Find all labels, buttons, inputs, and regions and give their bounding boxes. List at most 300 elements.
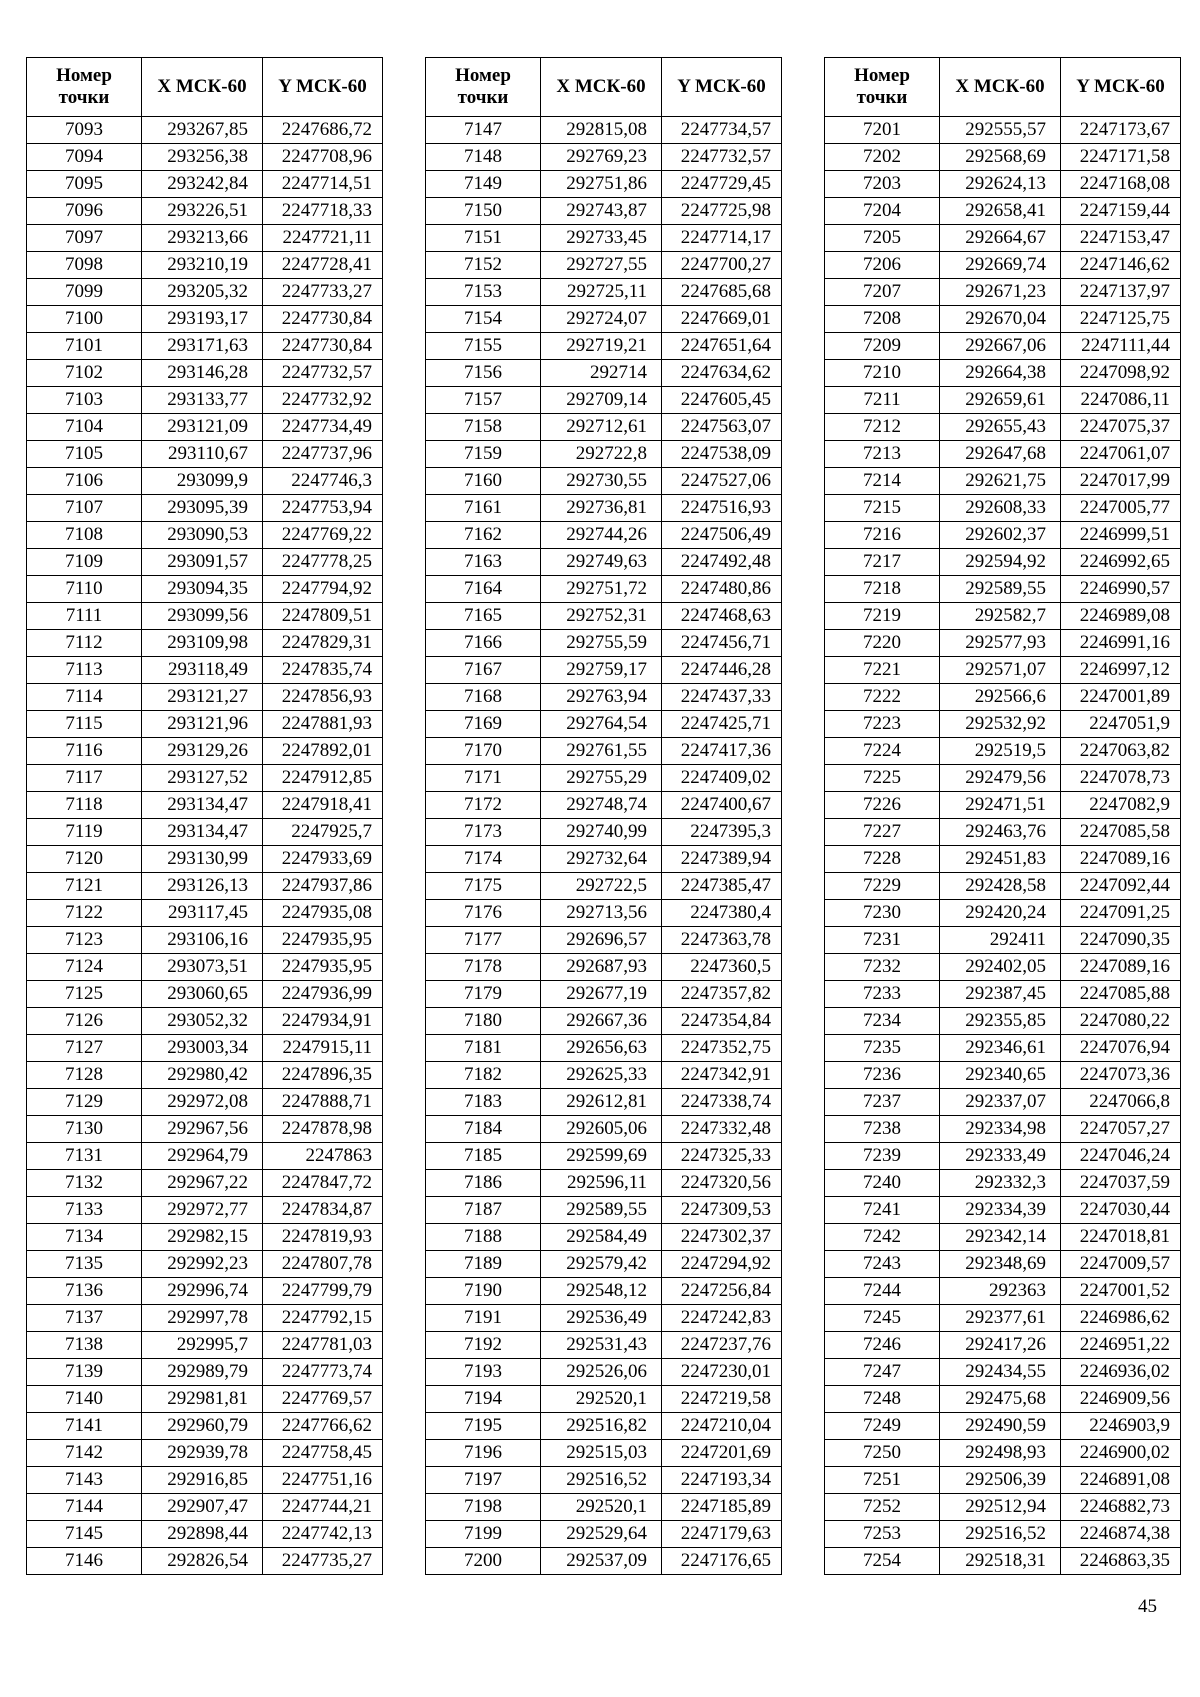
- table-row: [27, 522, 383, 549]
- x-coordinate-cell: 293134,47: [142, 819, 263, 846]
- y-coordinate-cell: 2247153,47: [1061, 225, 1181, 252]
- table-row: [825, 1359, 1181, 1386]
- x-coordinate-cell: 293121,96: [142, 711, 263, 738]
- x-coordinate-cell: 292612,81: [541, 1089, 662, 1116]
- y-coordinate-cell: 2246882,73: [1061, 1494, 1181, 1521]
- table-row: [825, 1332, 1181, 1359]
- point-number-cell: 7235: [825, 1035, 940, 1062]
- point-number-cell: 7102: [27, 360, 142, 387]
- table-row: [825, 1116, 1181, 1143]
- x-coordinate-cell: 292736,81: [541, 495, 662, 522]
- point-number-cell: 7253: [825, 1521, 940, 1548]
- table-row: [27, 495, 383, 522]
- point-number-cell: 7162: [426, 522, 541, 549]
- x-coordinate-cell: 292571,07: [940, 657, 1061, 684]
- x-coordinate-cell: 292972,77: [142, 1197, 263, 1224]
- x-coordinate-cell: 293121,27: [142, 684, 263, 711]
- point-number-cell: 7226: [825, 792, 940, 819]
- x-coordinate-cell: 293121,09: [142, 414, 263, 441]
- point-number-cell: 7145: [27, 1521, 142, 1548]
- y-coordinate-cell: 2247732,92: [263, 387, 383, 414]
- table-row: [825, 333, 1181, 360]
- table-row: [426, 1521, 782, 1548]
- x-coordinate-cell: 292722,5: [541, 873, 662, 900]
- table-row: [27, 630, 383, 657]
- point-number-cell: 7158: [426, 414, 541, 441]
- point-number-cell: 7193: [426, 1359, 541, 1386]
- table-row: [825, 630, 1181, 657]
- point-number-cell: 7121: [27, 873, 142, 900]
- x-coordinate-cell: 292664,67: [940, 225, 1061, 252]
- table-row: [27, 1197, 383, 1224]
- point-number-cell: 7122: [27, 900, 142, 927]
- x-coordinate-cell: 293171,63: [142, 333, 263, 360]
- table-row: [426, 981, 782, 1008]
- point-number-cell: 7220: [825, 630, 940, 657]
- table-row: [426, 927, 782, 954]
- y-coordinate-cell: 2247086,11: [1061, 387, 1181, 414]
- x-coordinate-cell: 293094,35: [142, 576, 263, 603]
- x-coordinate-cell: 292939,78: [142, 1440, 263, 1467]
- point-number-cell: 7219: [825, 603, 940, 630]
- y-coordinate-cell: 2247030,44: [1061, 1197, 1181, 1224]
- table-row: [426, 711, 782, 738]
- point-number-cell: 7216: [825, 522, 940, 549]
- x-coordinate-cell: 292363: [940, 1278, 1061, 1305]
- x-coordinate-cell: 292584,49: [541, 1224, 662, 1251]
- y-coordinate-cell: 2247634,62: [662, 360, 782, 387]
- x-coordinate-cell: 293126,13: [142, 873, 263, 900]
- y-coordinate-cell: 2247799,79: [263, 1278, 383, 1305]
- table-row: [27, 1116, 383, 1143]
- x-coordinate-cell: 292982,15: [142, 1224, 263, 1251]
- x-coordinate-cell: 293091,57: [142, 549, 263, 576]
- point-number-cell: 7134: [27, 1224, 142, 1251]
- x-coordinate-cell: 292624,13: [940, 171, 1061, 198]
- point-number-cell: 7231: [825, 927, 940, 954]
- point-number-cell: 7243: [825, 1251, 940, 1278]
- table-row: [27, 1008, 383, 1035]
- table-row: [426, 1413, 782, 1440]
- point-number-cell: 7188: [426, 1224, 541, 1251]
- table-row: [426, 1359, 782, 1386]
- x-coordinate-cell: 292334,98: [940, 1116, 1061, 1143]
- point-number-cell: 7161: [426, 495, 541, 522]
- x-coordinate-cell: 292377,61: [940, 1305, 1061, 1332]
- point-number-cell: 7120: [27, 846, 142, 873]
- x-coordinate-cell: 293073,51: [142, 954, 263, 981]
- y-coordinate-cell: 2247718,33: [263, 198, 383, 225]
- x-coordinate-cell: 292677,19: [541, 981, 662, 1008]
- point-number-cell: 7095: [27, 171, 142, 198]
- y-coordinate-cell: 2247309,53: [662, 1197, 782, 1224]
- y-coordinate-cell: 2247936,99: [263, 981, 383, 1008]
- x-coordinate-cell: 292519,5: [940, 738, 1061, 765]
- table-row: [825, 981, 1181, 1008]
- x-coordinate-cell: 292515,03: [541, 1440, 662, 1467]
- x-coordinate-cell: 293130,99: [142, 846, 263, 873]
- x-coordinate-cell: 292996,74: [142, 1278, 263, 1305]
- y-coordinate-cell: 2247173,67: [1061, 117, 1181, 144]
- point-number-cell: 7140: [27, 1386, 142, 1413]
- table-row: [825, 819, 1181, 846]
- y-coordinate-cell: 2247746,3: [263, 468, 383, 495]
- table-row: [825, 954, 1181, 981]
- table-row: [825, 414, 1181, 441]
- table-row: [27, 657, 383, 684]
- table-row: [426, 387, 782, 414]
- y-coordinate-cell: 2247918,41: [263, 792, 383, 819]
- x-coordinate-cell: 292713,56: [541, 900, 662, 927]
- y-coordinate-cell: 2247933,69: [263, 846, 383, 873]
- point-number-cell: 7238: [825, 1116, 940, 1143]
- table-row: [27, 819, 383, 846]
- y-coordinate-cell: 2247835,74: [263, 657, 383, 684]
- y-coordinate-cell: 2247896,35: [263, 1062, 383, 1089]
- coordinate-table-2: [425, 57, 782, 1575]
- y-coordinate-cell: 2246989,08: [1061, 603, 1181, 630]
- y-coordinate-cell: 2246991,16: [1061, 630, 1181, 657]
- y-coordinate-cell: 2247766,62: [263, 1413, 383, 1440]
- table-row: [27, 1170, 383, 1197]
- point-number-cell: 7118: [27, 792, 142, 819]
- x-coordinate-cell: 292749,63: [541, 549, 662, 576]
- y-coordinate-cell: 2247089,16: [1061, 954, 1181, 981]
- y-coordinate-cell: 2247685,68: [662, 279, 782, 306]
- table-row: [426, 1035, 782, 1062]
- table-row: [426, 1224, 782, 1251]
- header-x: X МСК-60: [541, 58, 662, 117]
- y-coordinate-cell: 2247179,63: [662, 1521, 782, 1548]
- x-coordinate-cell: 292755,29: [541, 765, 662, 792]
- point-number-cell: 7186: [426, 1170, 541, 1197]
- point-number-cell: 7108: [27, 522, 142, 549]
- point-number-cell: 7215: [825, 495, 940, 522]
- point-number-cell: 7113: [27, 657, 142, 684]
- point-number-cell: 7250: [825, 1440, 940, 1467]
- point-number-cell: 7137: [27, 1305, 142, 1332]
- point-number-cell: 7096: [27, 198, 142, 225]
- point-number-cell: 7114: [27, 684, 142, 711]
- x-coordinate-cell: 292744,26: [541, 522, 662, 549]
- y-coordinate-cell: 2247669,01: [662, 306, 782, 333]
- point-number-cell: 7172: [426, 792, 541, 819]
- x-coordinate-cell: 292516,52: [940, 1521, 1061, 1548]
- point-number-cell: 7187: [426, 1197, 541, 1224]
- table-row: [426, 1251, 782, 1278]
- table-row: [27, 1278, 383, 1305]
- table-row: [825, 1035, 1181, 1062]
- x-coordinate-cell: 292582,7: [940, 603, 1061, 630]
- table-row: [426, 1467, 782, 1494]
- point-number-cell: 7207: [825, 279, 940, 306]
- point-number-cell: 7105: [27, 441, 142, 468]
- point-number-cell: 7127: [27, 1035, 142, 1062]
- y-coordinate-cell: 2247734,49: [263, 414, 383, 441]
- header-y: Y МСК-60: [662, 58, 782, 117]
- y-coordinate-cell: 2247389,94: [662, 846, 782, 873]
- point-number-cell: 7157: [426, 387, 541, 414]
- header-y: Y МСК-60: [263, 58, 383, 117]
- point-number-cell: 7234: [825, 1008, 940, 1035]
- y-coordinate-cell: 2247527,06: [662, 468, 782, 495]
- point-number-cell: 7111: [27, 603, 142, 630]
- y-coordinate-cell: 2247075,37: [1061, 414, 1181, 441]
- y-coordinate-cell: 2247714,17: [662, 225, 782, 252]
- y-coordinate-cell: 2246997,12: [1061, 657, 1181, 684]
- table-row: [27, 765, 383, 792]
- y-coordinate-cell: 2247721,11: [263, 225, 383, 252]
- y-coordinate-cell: 2247935,95: [263, 954, 383, 981]
- point-number-cell: 7233: [825, 981, 940, 1008]
- table-row: [426, 576, 782, 603]
- x-coordinate-cell: 292989,79: [142, 1359, 263, 1386]
- y-coordinate-cell: 2246909,56: [1061, 1386, 1181, 1413]
- table-row: [426, 468, 782, 495]
- point-number-cell: 7150: [426, 198, 541, 225]
- coordinate-tables: [26, 57, 1181, 1575]
- table-row: [27, 792, 383, 819]
- point-number-cell: 7180: [426, 1008, 541, 1035]
- y-coordinate-cell: 2247700,27: [662, 252, 782, 279]
- table-row: [27, 576, 383, 603]
- x-coordinate-cell: 293003,34: [142, 1035, 263, 1062]
- x-coordinate-cell: 292417,26: [940, 1332, 1061, 1359]
- table-row: [27, 1386, 383, 1413]
- table-row: [27, 225, 383, 252]
- table-row: [426, 306, 782, 333]
- table-row: [426, 1089, 782, 1116]
- point-number-cell: 7201: [825, 117, 940, 144]
- table-row: [426, 819, 782, 846]
- y-coordinate-cell: 2247409,02: [662, 765, 782, 792]
- point-number-cell: 7182: [426, 1062, 541, 1089]
- x-coordinate-cell: 293106,16: [142, 927, 263, 954]
- table-row: [426, 1197, 782, 1224]
- y-coordinate-cell: 2247446,28: [662, 657, 782, 684]
- table-row: [825, 1521, 1181, 1548]
- y-coordinate-cell: 2247360,5: [662, 954, 782, 981]
- table-row: [825, 1548, 1181, 1575]
- x-coordinate-cell: 292916,85: [142, 1467, 263, 1494]
- table-row: [825, 495, 1181, 522]
- y-coordinate-cell: 2246992,65: [1061, 549, 1181, 576]
- y-coordinate-cell: 2247332,48: [662, 1116, 782, 1143]
- table-row: [27, 1413, 383, 1440]
- y-coordinate-cell: 2247185,89: [662, 1494, 782, 1521]
- y-coordinate-cell: 2247915,11: [263, 1035, 383, 1062]
- y-coordinate-cell: 2247732,57: [662, 144, 782, 171]
- point-number-cell: 7198: [426, 1494, 541, 1521]
- x-coordinate-cell: 292608,33: [940, 495, 1061, 522]
- y-coordinate-cell: 2247809,51: [263, 603, 383, 630]
- x-coordinate-cell: 292659,61: [940, 387, 1061, 414]
- x-coordinate-cell: 292529,64: [541, 1521, 662, 1548]
- table-row: [825, 1062, 1181, 1089]
- x-coordinate-cell: 292516,52: [541, 1467, 662, 1494]
- x-coordinate-cell: 292498,93: [940, 1440, 1061, 1467]
- y-coordinate-cell: 2247320,56: [662, 1170, 782, 1197]
- y-coordinate-cell: 2247480,86: [662, 576, 782, 603]
- y-coordinate-cell: 2247009,57: [1061, 1251, 1181, 1278]
- x-coordinate-cell: 292512,94: [940, 1494, 1061, 1521]
- y-coordinate-cell: 2247294,92: [662, 1251, 782, 1278]
- x-coordinate-cell: 292671,23: [940, 279, 1061, 306]
- point-number-cell: 7222: [825, 684, 940, 711]
- y-coordinate-cell: 2247046,24: [1061, 1143, 1181, 1170]
- table-row: [426, 1305, 782, 1332]
- point-number-cell: 7165: [426, 603, 541, 630]
- x-coordinate-cell: 292748,74: [541, 792, 662, 819]
- table-row: [27, 333, 383, 360]
- y-coordinate-cell: 2247159,44: [1061, 198, 1181, 225]
- point-number-cell: 7208: [825, 306, 940, 333]
- point-number-cell: 7098: [27, 252, 142, 279]
- table-row: [825, 1413, 1181, 1440]
- point-number-cell: 7223: [825, 711, 940, 738]
- table-row: [825, 198, 1181, 225]
- point-number-cell: 7225: [825, 765, 940, 792]
- y-coordinate-cell: 2247732,57: [263, 360, 383, 387]
- x-coordinate-cell: 292972,08: [142, 1089, 263, 1116]
- y-coordinate-cell: 2247425,71: [662, 711, 782, 738]
- y-coordinate-cell: 2247230,01: [662, 1359, 782, 1386]
- x-coordinate-cell: 292898,44: [142, 1521, 263, 1548]
- point-number-cell: 7097: [27, 225, 142, 252]
- table-row: [426, 630, 782, 657]
- table-row: [825, 765, 1181, 792]
- table-row: [426, 1170, 782, 1197]
- table-row: [825, 873, 1181, 900]
- point-number-cell: 7149: [426, 171, 541, 198]
- x-coordinate-cell: 292740,99: [541, 819, 662, 846]
- table-row: [426, 225, 782, 252]
- point-number-cell: 7171: [426, 765, 541, 792]
- y-coordinate-cell: 2247751,16: [263, 1467, 383, 1494]
- header-point-label: Номер точки: [854, 65, 910, 108]
- point-number-cell: 7203: [825, 171, 940, 198]
- x-coordinate-cell: 293117,45: [142, 900, 263, 927]
- table-row: [27, 711, 383, 738]
- x-coordinate-cell: 292340,65: [940, 1062, 1061, 1089]
- table-row: [426, 522, 782, 549]
- x-coordinate-cell: 292687,93: [541, 954, 662, 981]
- x-coordinate-cell: 292599,69: [541, 1143, 662, 1170]
- x-coordinate-cell: 292763,94: [541, 684, 662, 711]
- point-number-cell: 7247: [825, 1359, 940, 1386]
- x-coordinate-cell: 292727,55: [541, 252, 662, 279]
- point-number-cell: 7126: [27, 1008, 142, 1035]
- table-row: [825, 1143, 1181, 1170]
- point-number-cell: 7135: [27, 1251, 142, 1278]
- table-row: [825, 1278, 1181, 1305]
- x-coordinate-cell: 293210,19: [142, 252, 263, 279]
- x-coordinate-cell: 292518,31: [940, 1548, 1061, 1575]
- table-row: [825, 1089, 1181, 1116]
- y-coordinate-cell: 2247492,48: [662, 549, 782, 576]
- header-x: X МСК-60: [142, 58, 263, 117]
- x-coordinate-cell: 292655,43: [940, 414, 1061, 441]
- point-number-cell: 7164: [426, 576, 541, 603]
- y-coordinate-cell: 2247737,96: [263, 441, 383, 468]
- point-number-cell: 7190: [426, 1278, 541, 1305]
- table-row: [27, 981, 383, 1008]
- x-coordinate-cell: 292656,63: [541, 1035, 662, 1062]
- table-row: [825, 1494, 1181, 1521]
- table-row: [825, 927, 1181, 954]
- point-number-cell: 7146: [27, 1548, 142, 1575]
- point-number-cell: 7124: [27, 954, 142, 981]
- table-row: [426, 171, 782, 198]
- table-row: [825, 225, 1181, 252]
- x-coordinate-cell: 292555,57: [940, 117, 1061, 144]
- table-row: [825, 846, 1181, 873]
- y-coordinate-cell: 2247881,93: [263, 711, 383, 738]
- x-coordinate-cell: 292826,54: [142, 1548, 263, 1575]
- x-coordinate-cell: 292997,78: [142, 1305, 263, 1332]
- x-coordinate-cell: 293127,52: [142, 765, 263, 792]
- x-coordinate-cell: 292621,75: [940, 468, 1061, 495]
- table-row: [426, 765, 782, 792]
- x-coordinate-cell: 292730,55: [541, 468, 662, 495]
- point-number-cell: 7237: [825, 1089, 940, 1116]
- table-row: [426, 954, 782, 981]
- y-coordinate-cell: 2247146,62: [1061, 252, 1181, 279]
- table-row: [27, 1332, 383, 1359]
- y-coordinate-cell: 2247651,64: [662, 333, 782, 360]
- point-number-cell: 7205: [825, 225, 940, 252]
- table-row: [27, 441, 383, 468]
- point-number-cell: 7228: [825, 846, 940, 873]
- y-coordinate-cell: 2247210,04: [662, 1413, 782, 1440]
- y-coordinate-cell: 2247778,25: [263, 549, 383, 576]
- point-number-cell: 7224: [825, 738, 940, 765]
- table-row: [426, 333, 782, 360]
- y-coordinate-cell: 2247792,15: [263, 1305, 383, 1332]
- x-coordinate-cell: 292719,21: [541, 333, 662, 360]
- table-row: [27, 171, 383, 198]
- y-coordinate-cell: 2247078,73: [1061, 765, 1181, 792]
- table-row: [825, 1008, 1181, 1035]
- x-coordinate-cell: 292696,57: [541, 927, 662, 954]
- x-coordinate-cell: 292605,06: [541, 1116, 662, 1143]
- table-row: [426, 414, 782, 441]
- point-number-cell: 7184: [426, 1116, 541, 1143]
- x-coordinate-cell: 292532,92: [940, 711, 1061, 738]
- point-number-cell: 7211: [825, 387, 940, 414]
- x-coordinate-cell: 292479,56: [940, 765, 1061, 792]
- table-row: [426, 1062, 782, 1089]
- table-row: [825, 792, 1181, 819]
- x-coordinate-cell: 292566,6: [940, 684, 1061, 711]
- table-row: [27, 387, 383, 414]
- table-row: [426, 738, 782, 765]
- point-number-cell: 7151: [426, 225, 541, 252]
- y-coordinate-cell: 2247125,75: [1061, 306, 1181, 333]
- point-number-cell: 7248: [825, 1386, 940, 1413]
- table-row: [426, 252, 782, 279]
- table-row: [27, 1548, 383, 1575]
- x-coordinate-cell: 293146,28: [142, 360, 263, 387]
- x-coordinate-cell: 292334,39: [940, 1197, 1061, 1224]
- point-number-cell: 7093: [27, 117, 142, 144]
- y-coordinate-cell: 2247744,21: [263, 1494, 383, 1521]
- point-number-cell: 7115: [27, 711, 142, 738]
- point-number-cell: 7202: [825, 144, 940, 171]
- table-row: [27, 900, 383, 927]
- table-row: [27, 1224, 383, 1251]
- x-coordinate-cell: 292520,1: [541, 1494, 662, 1521]
